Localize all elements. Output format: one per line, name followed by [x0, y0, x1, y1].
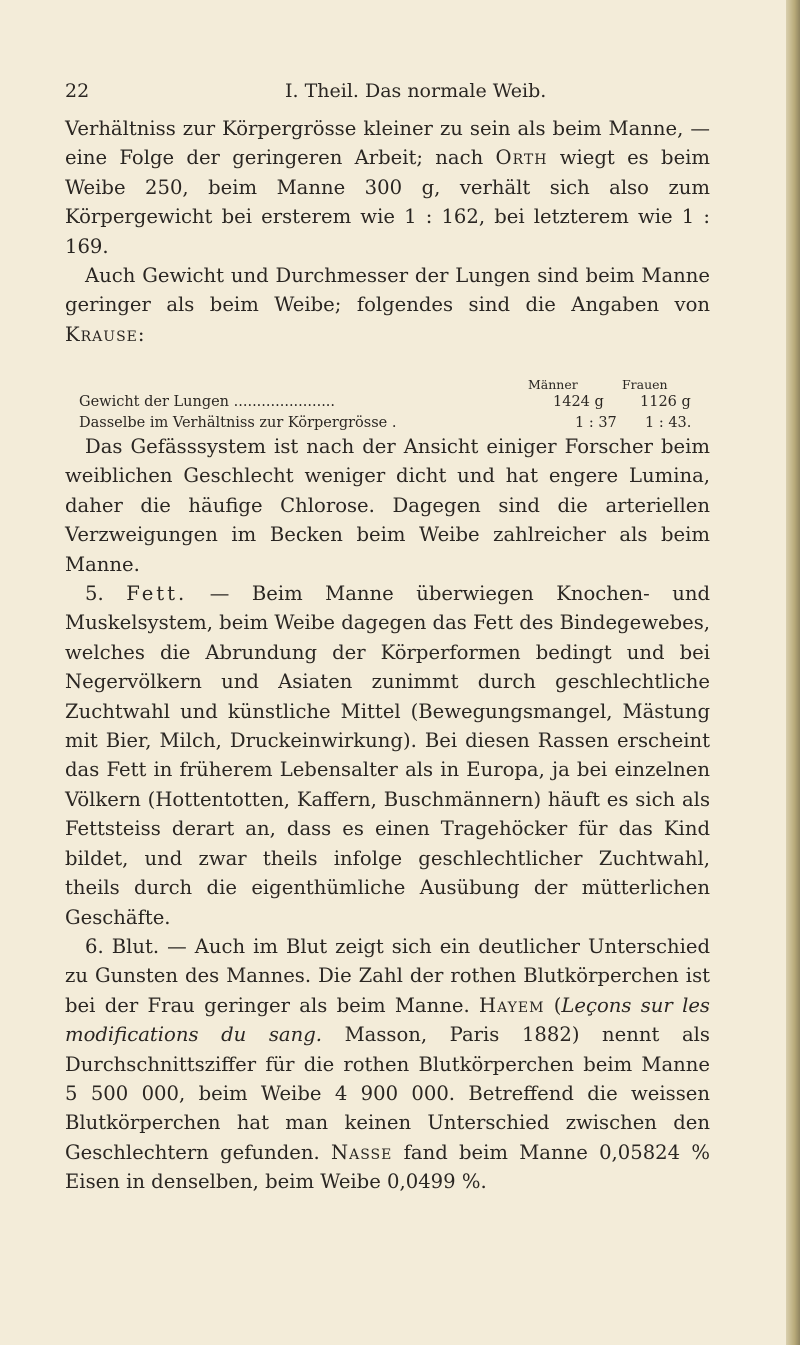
value-women: 1126 g [640, 394, 691, 410]
para1-text: Verhältniss zur Körpergrösse kleiner zu sein als beim Manne, — eine Folge der geringeren Arbeit; nach [65, 117, 710, 170]
section-heading: Fett. [126, 582, 188, 606]
row-label: Gewicht der Lungen ...................... [79, 394, 336, 410]
page-number: 22 [65, 80, 90, 102]
para2-text2: : [137, 322, 145, 346]
col-women: Frauen [622, 377, 668, 392]
table-row [65, 413, 710, 434]
para5-text: — Auch im Blut zeigt sich ein deutlicher Unterschied zu Gunsten des Mannes. Die Zahl der rothen Blutkörperchen ist bei der Frau geringer als beim Manne. [65, 934, 710, 1017]
table-row [65, 392, 710, 413]
author-nasse: Nasse [330, 1140, 393, 1164]
author-krause: Krause [65, 322, 138, 346]
body-text-top [65, 114, 710, 349]
body-text-bottom [65, 432, 710, 1197]
lung-weight-table [65, 374, 710, 434]
section-number: 5. [85, 582, 104, 606]
value-women: 1 : 43. [645, 415, 692, 431]
author-hayem: Hayem [478, 993, 545, 1017]
para4-text: — Beim Manne überwiegen Knochen- und Muskelsystem, beim Weibe dagegen das Fett des Bindegewebes, welches die Abrundung der Körperformen bedingt und bei Negervölkern und Asiaten zunimmt durch geschlechtliche Zuchtwahl und künstliche Mittel (Bewegungsmangel, Mästung mit Bier, Milch, Druckeinwirkung). Bei diesen Rassen erscheint das Fett in früherem Lebensalter als in Europa, ja bei einzelnen Völkern (Hottentotten, Kaffern, Buschmännern) häuft es sich als Fettsteiss derart an, dass es einen Tragehöcker für das Kind bildet, und zwar theils infolge geschlechtlicher Zuchtwahl, theils durch die eigenthümliche Ausübung der mütterlichen Geschäfte. [65, 582, 710, 929]
para5-text3: Masson, Paris 1882) nennt als Durchschnittsziffer für die rothen Blutkörperchen beim Manne 5 500 000, beim Weibe 4 900 000. Betreffend die weissen Blutkörperchen hat man keinen Unterschied zwischen den Geschlechtern gefunden. [65, 1023, 710, 1164]
para1-text2: wiegt es beim Weibe 250, beim Manne 300 g, verhält sich also zum Körpergewicht bei ersterem wie 1 : 162, bei letzterem wie 1 : 169. [65, 146, 711, 258]
paragraph-2 [65, 261, 710, 349]
author-orth: Orth [495, 146, 548, 170]
paragraph-1 [65, 114, 710, 261]
para2-text: Auch Gewicht und Durchmesser der Lungen sind beim Manne geringer als beim Weibe; folgendes sind die Angaben von [65, 264, 710, 317]
row-label: Dasselbe im Verhältniss zur Körpergrösse . [79, 415, 397, 431]
paragraph-3: Das Gefässsystem ist nach der Ansicht einiger Forscher beim weiblichen Geschlecht weniger dicht und hat engere Lumina, daher die häufige Chlorose. Dagegen sind die arteriellen Verzweigungen im Becken beim Weibe zahlreicher als beim Manne. [65, 435, 710, 576]
paragraph-4 [65, 579, 710, 932]
book-title: Leçons sur les modifications du sang. [65, 993, 710, 1047]
para5-text4: fand beim Manne 0,05824 % Eisen in denselben, beim Weibe 0,0499 %. [65, 1140, 710, 1194]
page-header [65, 80, 705, 106]
value-men: 1424 g [553, 394, 604, 410]
section-number: 6. [85, 934, 104, 958]
value-men: 1 : 37 [575, 415, 617, 431]
col-men: Männer [528, 377, 578, 392]
section-heading: Blut. [111, 934, 160, 958]
paragraph-5 [65, 932, 710, 1197]
page-edge [786, 0, 800, 1345]
table-header [65, 374, 710, 392]
para5-text2: ( [544, 993, 562, 1017]
running-head: I. Theil. Das normale Weib. [285, 80, 547, 102]
